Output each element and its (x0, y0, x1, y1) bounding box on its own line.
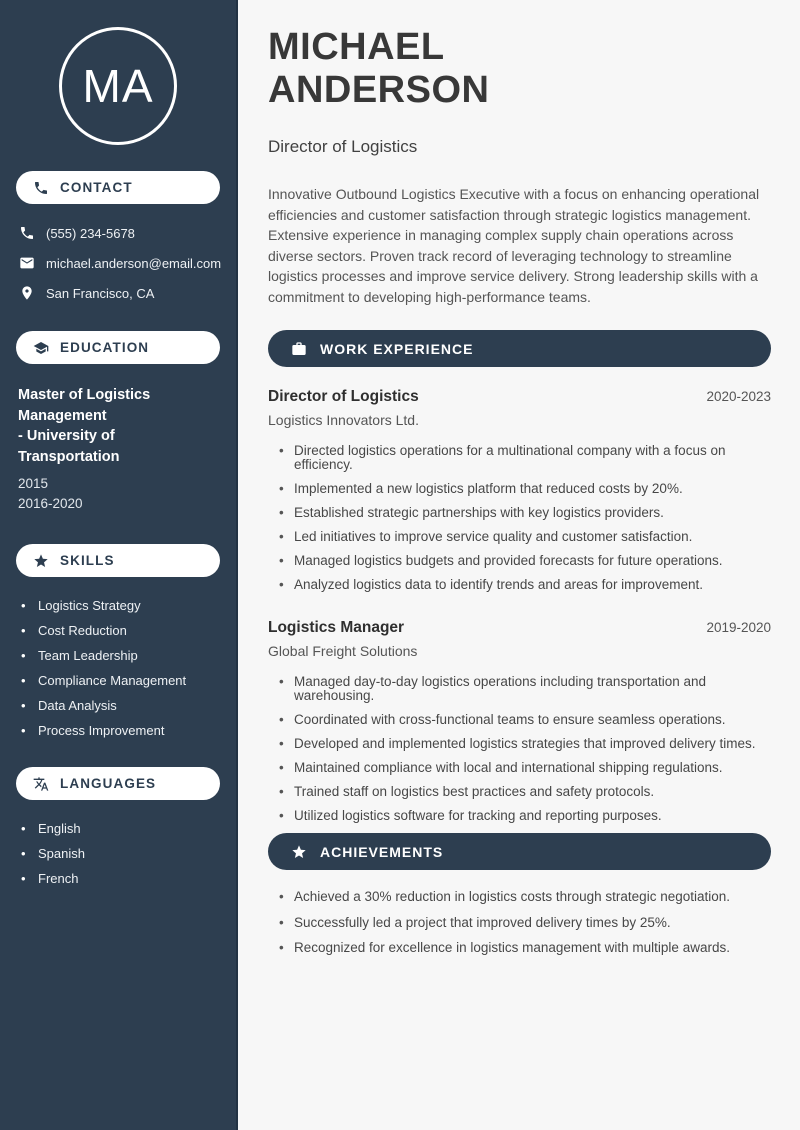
sidebar (0, 0, 238, 1130)
work-experience-section-header (268, 330, 771, 367)
contact-phone-row (19, 225, 226, 241)
achievements-section-header (268, 833, 771, 870)
star-icon (291, 844, 307, 860)
contact-section-header (16, 171, 220, 204)
briefcase-icon (291, 341, 307, 357)
job-bullet: • Utilized logistics software for tracking and reporting purposes. (279, 809, 771, 823)
job-bullet: • Maintained compliance with local and international shipping regulations. (279, 761, 771, 775)
main-content (238, 0, 800, 1130)
achievements-header-label: ACHIEVEMENTS (320, 843, 444, 860)
skills-header-label: SKILLS (60, 553, 115, 568)
professional-summary: Innovative Outbound Logistics Executive with a focus on enhancing operational efficiencies and customer satisfaction through strategic logistics management. Extensive experience in managing complex supply chain operations across diverse sectors. Proven track record of leveraging technology to streamline logistics processes and improve service delivery. Strong leadership skills with a commitment to developing high-performance teams. (268, 186, 760, 305)
skill-item: • Data Analysis (21, 699, 222, 712)
degree-line-1: Master of Logistics Management (18, 387, 151, 424)
skill-item: • Process Improvement (21, 724, 222, 737)
achievement-bullet: • Recognized for excellence in logistics management with multiple awards. (279, 941, 771, 955)
degree-line-2: - University of Transportation (18, 428, 120, 465)
job-bullet: • Coordinated with cross-functional teams to ensure seamless operations. (279, 713, 771, 727)
contact-email-row (19, 255, 226, 271)
contact-list (0, 225, 236, 301)
skill-item: • Compliance Management (21, 674, 222, 687)
education-year-1: 2015 (18, 476, 49, 491)
job-bullet: • Trained staff on logistics best practices and safety protocols. (279, 785, 771, 799)
achievement-bullet: • Achieved a 30% reduction in logistics costs through strategic negotiation. (279, 890, 771, 904)
skill-item: • Team Leadership (21, 649, 222, 662)
job-bullet-list (268, 675, 771, 823)
job-bullet: • Established strategic partnerships with key logistics providers. (279, 506, 771, 520)
education-year-2: 2016-2020 (18, 496, 83, 511)
skills-list (21, 599, 222, 737)
job-entry (268, 619, 771, 823)
language-item: • English (21, 822, 222, 835)
skills-section-header (16, 544, 220, 577)
education-section-header (16, 331, 220, 364)
job-dates: 2019-2020 (706, 620, 771, 636)
job-bullet: • Directed logistics operations for a multinational company with a focus on efficiency. (279, 444, 771, 472)
phone-icon (33, 180, 49, 196)
education-entry (18, 385, 220, 514)
languages-header-label: LANGUAGES (60, 776, 157, 791)
job-bullet: • Managed day-to-day logistics operations including transportation and warehousing. (279, 675, 771, 703)
avatar (59, 27, 177, 145)
job-bullet-list (268, 444, 771, 592)
name-line-1: MICHAEL (268, 26, 445, 68)
education-years (18, 474, 220, 514)
job-entry (268, 388, 771, 592)
job-bullet: • Implemented a new logistics platform that reduced costs by 20%. (279, 482, 771, 496)
job-company: Global Freight Solutions (268, 643, 418, 660)
languages-section-header (16, 767, 220, 800)
phone-number: (555) 234-5678 (46, 225, 135, 241)
contact-location-row (19, 285, 226, 301)
languages-list (21, 822, 222, 885)
language-item: • Spanish (21, 847, 222, 860)
achievements-list (268, 890, 771, 955)
job-bullet: • Led initiatives to improve service quality and customer satisfaction. (279, 530, 771, 544)
contact-header-label: CONTACT (60, 180, 133, 195)
job-bullet: • Analyzed logistics data to identify trends and areas for improvement. (279, 578, 771, 592)
education-header-label: EDUCATION (60, 340, 150, 355)
location-text: San Francisco, CA (46, 285, 155, 301)
job-title: Director of Logistics (268, 388, 419, 406)
email-address: michael.anderson@email.com (46, 255, 222, 271)
candidate-name (268, 26, 771, 112)
email-icon (19, 255, 35, 271)
achievement-bullet: • Successfully led a project that improved delivery times by 25%. (279, 916, 771, 930)
candidate-title: Director of Logistics (268, 137, 418, 157)
job-header (268, 619, 771, 637)
job-bullet: • Managed logistics budgets and provided forecasts for future operations. (279, 554, 771, 568)
degree-name (18, 385, 220, 467)
work-experience-header-label: WORK EXPERIENCE (320, 340, 474, 357)
location-icon (19, 285, 35, 301)
translate-icon (33, 776, 49, 792)
job-company: Logistics Innovators Ltd. (268, 412, 419, 429)
phone-icon (19, 225, 35, 241)
language-item: • French (21, 872, 222, 885)
skill-item: • Logistics Strategy (21, 599, 222, 612)
star-icon (33, 553, 49, 569)
job-header (268, 388, 771, 406)
job-bullet: • Developed and implemented logistics strategies that improved delivery times. (279, 737, 771, 751)
avatar-initials: MA (82, 60, 154, 112)
name-line-2: ANDERSON (268, 69, 490, 111)
graduation-cap-icon (33, 340, 49, 356)
skill-item: • Cost Reduction (21, 624, 222, 637)
job-title: Logistics Manager (268, 619, 405, 637)
job-dates: 2020-2023 (706, 389, 771, 405)
